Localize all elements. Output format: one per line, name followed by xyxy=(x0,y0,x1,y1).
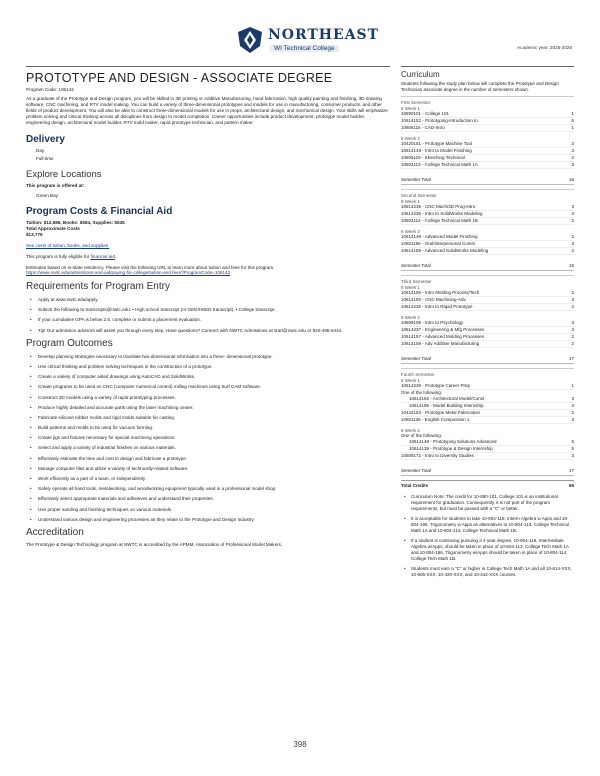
course-name: 10801136 - English Composition 1 xyxy=(401,417,470,423)
course-name: 10614162 - Architectural Model/Const xyxy=(409,396,485,402)
course-credits: 3 xyxy=(571,141,574,147)
course-credits: 3 xyxy=(571,241,574,247)
financial-aid-line xyxy=(26,254,390,259)
aid-suffix: . xyxy=(114,254,117,259)
course-credits: 3 xyxy=(571,297,574,303)
outcomes-heading: Program Outcomes xyxy=(26,337,113,349)
course-credits: 2 xyxy=(571,234,574,240)
course-credits: 3 xyxy=(571,162,574,168)
course-row xyxy=(401,148,574,155)
list-item: • Create jigs and fixtures necessary for special machining operations. xyxy=(26,435,390,441)
course-name: 10606116 - CAD-Intro xyxy=(401,125,445,131)
course-row xyxy=(401,125,574,132)
course-credits: 2 xyxy=(571,155,574,161)
semester-total-label: Semester Total xyxy=(401,468,431,474)
course-row xyxy=(401,290,574,297)
list-item: • Apply at www.nwtc.edu/apply. xyxy=(26,297,390,303)
course-name: 10606119 - Sketching-Technical xyxy=(401,155,465,161)
course-row xyxy=(401,341,574,348)
list-item: • Tip! Our admission advisors will assist you through every step. Have questions? Connect with NWTC Admissions at start@nwtc.edu or 920-498-5444. xyxy=(26,328,390,334)
total-credits-label: Total Credits xyxy=(401,483,429,489)
list-item: • Manage computer files and utilize a variety of technically-related software. xyxy=(26,466,390,472)
semester-block xyxy=(401,189,574,271)
list-item: • Build patterns and molds to be used for vacuum forming. xyxy=(26,425,390,431)
course-name: 10420151 - Prototype Machine Tool xyxy=(401,141,472,147)
course-name: 10804114 - College Technical Math 1B xyxy=(401,218,478,224)
course-credits: 2 xyxy=(571,248,574,254)
list-item: • It is acceptable for students to take 10-804-118, Interm Algebra w Apps and 10-804-196, Trigonometry w Apps as alternatives to 10-804-113, College Technical Math 1A and 10-804-114, College Technical Math 1B. xyxy=(401,516,574,534)
week-label: 8 Week 1 xyxy=(401,199,420,205)
course-row xyxy=(401,334,574,341)
semester-total-label: Semester Total xyxy=(401,263,431,269)
semester-total-row xyxy=(401,356,574,364)
course-row xyxy=(401,211,574,218)
choice-note: One of the following: xyxy=(401,390,443,396)
shield-logo-icon xyxy=(236,26,264,54)
course-credits: 3 xyxy=(571,417,574,423)
list-item: • Submit the following to transcripts@nwtc.edu: • High school transcript (or GED/HSED transcript). • College transcript. xyxy=(26,307,390,313)
offered-at-label: This program is offered at: xyxy=(26,183,85,188)
list-item: • Produce highly detailed and accurate parts using the laser machining center. xyxy=(26,405,390,411)
course-row xyxy=(401,162,574,169)
week-label: 8 Week 2 xyxy=(401,428,420,434)
list-item: • Use proper sanding and finishing techniques on various materials. xyxy=(26,507,390,513)
requirements-list xyxy=(26,297,390,334)
course-row xyxy=(401,118,574,125)
list-item: • Develop planning strategies necessary to translate two-dimensional information into a three- dimensional prototype. xyxy=(26,354,390,360)
course-name: 10614149 - Advanced Model Finishing xyxy=(401,234,478,240)
course-row xyxy=(401,304,574,311)
course-name: 10614155 - Advanced SolidWorks Modeling xyxy=(401,248,489,254)
course-credits: 5 xyxy=(571,446,574,452)
total-cost-label: Total Approximate Costs xyxy=(26,226,80,231)
course-name: 10804113 - College Technical Math 1A xyxy=(401,162,478,168)
tuition-url-link[interactable]: https://www.nwtc.edu/admissions-and-aid/paying-for-college/tuition-and-fees?ProgramCode=106142 xyxy=(26,270,231,275)
course-credits: 5 xyxy=(571,118,574,124)
campus-name: Green Bay xyxy=(36,193,58,198)
semester-title: First Semester xyxy=(401,100,431,106)
list-item: • Effectively select appropriate materials and adhesives and understand their properties. xyxy=(26,496,390,502)
choice-note: One of the following: xyxy=(401,433,443,439)
course-credits: 3 xyxy=(571,396,574,402)
course-name: 10614235 - Intro to Rapid Prototype xyxy=(401,304,473,310)
course-credits: 3 xyxy=(571,403,574,409)
financial-aid-link[interactable]: financial aid xyxy=(90,254,115,259)
semester-total-value: 17 xyxy=(568,356,574,362)
accreditation-heading: Accreditation xyxy=(26,526,84,538)
course-row xyxy=(401,234,574,241)
course-name: 10614148 - Prototyping Solutions Advanced xyxy=(409,439,497,445)
course-row xyxy=(401,155,574,162)
course-name: 10614152 - Prototyping-Introduction to xyxy=(401,118,478,124)
course-name: 10801196 - Oral/Interpersonal Comm xyxy=(401,241,476,247)
delivery-item: Day xyxy=(36,148,45,153)
curriculum-intro: Students following the study plan below will complete the Prototype and Design Technician associate degree in the number of semesters shown. xyxy=(401,81,559,92)
course-name: 10614156 - Intro Molding Process/Tech xyxy=(401,290,480,296)
total-credits-row xyxy=(401,480,574,488)
week-label: 8 Week 1 xyxy=(401,106,420,112)
semester-total-row xyxy=(401,468,574,476)
course-name: 10614150 - CNC Machining-Adv xyxy=(401,297,466,303)
list-item: • Students must earn a "C" or higher in College Tech Math 1A and all 10-614-XXX, 10-606-XXX, 10-420-XXX, and 10-442-XXX courses. xyxy=(401,566,574,578)
curriculum-heading: Curriculum xyxy=(401,66,574,79)
semester-total-row xyxy=(401,177,574,185)
course-name: 10614235 - CNC Mach/3D Prog-Intro xyxy=(401,204,476,210)
course-credits: 2 xyxy=(571,290,574,296)
page-number: 398 xyxy=(293,740,307,749)
academic-year: Academic year: 2025-2026 xyxy=(517,45,572,50)
course-credits: 2 xyxy=(571,341,574,347)
program-code: Program Code: 106142 xyxy=(26,87,74,92)
course-name: 10809198 - Intro to Psychology xyxy=(401,320,464,326)
college-subname: WI Technical College xyxy=(270,45,339,52)
course-name: 10614158 - Adv Additive Manufacturing xyxy=(401,341,480,347)
list-item: • Construct 3D models using a variety of rapid prototyping processes. xyxy=(26,395,390,401)
course-row xyxy=(401,383,574,390)
semester-total-value: 17 xyxy=(568,468,574,474)
course-credits: 2 xyxy=(571,410,574,416)
course-name: 10614239 - Prototype Career Prep xyxy=(401,383,471,389)
costs-heading: Program Costs & Financial Aid xyxy=(26,206,173,217)
semester-title: Third Semester xyxy=(401,279,432,285)
course-row xyxy=(401,297,574,304)
course-name: 10442153 - Prototype Metal Fabrication xyxy=(401,410,481,416)
course-credits: 5 xyxy=(571,439,574,445)
list-item: • Create a variety of computer aided drawings using AutoCAD and SolidWorks. xyxy=(26,374,390,380)
course-credits: 3 xyxy=(571,453,574,459)
course-credits: 3 xyxy=(571,148,574,154)
course-credits: 3 xyxy=(571,327,574,333)
semester-total-row xyxy=(401,263,574,271)
aid-prefix: This program is fully eligible for xyxy=(26,254,90,259)
semester-total-value: 15 xyxy=(568,263,574,269)
course-credits: 2 xyxy=(571,334,574,340)
total-credits-value: 65 xyxy=(568,483,574,489)
course-credits: 2 xyxy=(571,218,574,224)
semester-total-label: Semester Total xyxy=(401,177,431,183)
course-row xyxy=(401,396,574,403)
week-label: 8 Week 2 xyxy=(401,229,420,235)
curriculum-notes xyxy=(401,494,574,578)
list-item: • Effectively estimate the time and cost to design and fabricate a prototype. xyxy=(26,456,390,462)
list-item: • Select and apply a variety of industrial finishes on various materials. xyxy=(26,445,390,451)
list-item: • Use critical thinking and problem solving techniques in the construction of a prototype. xyxy=(26,364,390,370)
list-item: • Work efficiently as a part of a team, or independently. xyxy=(26,476,390,482)
semester-block xyxy=(401,96,574,185)
course-row xyxy=(401,453,574,460)
course-credits: 1 xyxy=(571,125,574,131)
semesters-list xyxy=(401,96,574,476)
course-credits: 3 xyxy=(571,204,574,210)
week-label: 8 Week 2 xyxy=(401,315,420,321)
delivery-heading: Delivery xyxy=(26,134,65,145)
course-name: 10614157 - Advanced Molding Processes xyxy=(401,334,485,340)
total-cost-value: $13,775 xyxy=(26,232,43,237)
semester-total-value: 16 xyxy=(568,177,574,183)
course-row xyxy=(401,439,574,446)
see-costs-link[interactable]: See costs of tuition, books, and supplies. xyxy=(26,243,110,248)
tuition-breakdown: Tuition: $12,686, Books: $554, Supplies: $535 xyxy=(26,220,125,225)
semester-title: Second Semester xyxy=(401,193,437,199)
semester-block xyxy=(401,275,574,364)
course-credits: 3 xyxy=(571,211,574,217)
course-credits: 2 xyxy=(571,304,574,310)
course-name: 10614139 - Prototype & Design Internship xyxy=(409,446,493,452)
course-credits: 1 xyxy=(571,111,574,117)
course-row xyxy=(401,111,574,118)
page-header xyxy=(0,0,600,62)
course-name: 10890101 - College 101 xyxy=(401,111,450,117)
course-row xyxy=(401,204,574,211)
program-description: As a graduate of the Prototype and Design program, you will be skilled in 3D printing or Additive Manufacturing, hand fabrication, high quality painting and finishing, 3D drawing software, CNC machining, and RTV model making. You can build a variety of three-dimensional prototypes and models for use in manufacturing, consumer products, and other fields of product development. You will also be able to construct three-dimensional models for use in props, architectural design, and mechanical design. Your skills will emphasize problem solving and critical thinking across all disciplines from design to model completion. Career opportunities include product development, prototype model builder, engineering design, architectural model builder, RTV mold maker, rapid prototype technician, and pattern maker. xyxy=(26,96,388,125)
list-item: • Understand various design and engineering processes as they relate to the Prototype and Design Industry. xyxy=(26,517,390,523)
course-row xyxy=(401,446,574,453)
week-label: 8 Week 1 xyxy=(401,378,420,384)
page-title: PROTOTYPE AND DESIGN - ASSOCIATE DEGREE xyxy=(26,66,390,85)
list-item: • Curriculum Note: The credit for 10-890-101, College 101 is an institutional requirement for graduation. Consequently, it is not part of the program requirements, but must be passed with a "C" or better. xyxy=(401,494,574,512)
course-row xyxy=(401,141,574,148)
course-name: 10614195 - Model Building Internship xyxy=(409,403,484,409)
course-credits: 1 xyxy=(571,383,574,389)
requirements-heading: Requirements for Program Entry xyxy=(26,281,170,292)
semester-total-label: Semester Total xyxy=(401,356,431,362)
list-item: • Fabricate silicone rubber molds and rigid molds suitable for casting. xyxy=(26,415,390,421)
course-credits: 3 xyxy=(571,320,574,326)
week-label: 8 Week 1 xyxy=(401,285,420,291)
course-row xyxy=(401,248,574,255)
delivery-item: Full-time xyxy=(36,156,54,161)
semester-title: Fourth Semester xyxy=(401,372,435,378)
college-logo[interactable] xyxy=(236,26,380,56)
course-row xyxy=(401,320,574,327)
program-details xyxy=(26,66,390,547)
accreditation-text: The Prototype & Design Technology program at NWTC is accredited by the APMM, Association of Professional Model Makers. xyxy=(26,541,283,547)
course-row xyxy=(401,241,574,248)
week-label: 8 Week 2 xyxy=(401,136,420,142)
college-name: NORTHEAST xyxy=(268,27,380,43)
curriculum-panel xyxy=(401,66,574,582)
semester-block xyxy=(401,368,574,476)
course-name: 10614148 - Intro to Model Finishing xyxy=(401,148,472,154)
course-row xyxy=(401,417,574,424)
list-item: • If your cumulative GPA is below 2.6, complete or submit a placement evaluation. xyxy=(26,317,390,323)
outcomes-list xyxy=(26,354,390,523)
course-name: 10614236 - Intro to SolidWorks Modeling xyxy=(401,211,483,217)
course-row xyxy=(401,327,574,334)
course-name: 10809172 - Intro to Diversity Studies xyxy=(401,453,474,459)
list-item: • Safely operate all hand tools, metalworking, and woodworking equipment typically used in a professional model shop. xyxy=(26,486,390,492)
locations-heading: Explore Locations xyxy=(26,169,102,180)
list-item: • Create programs to be used on CNC (computer numerical control) milling machines using Surf CAM software. xyxy=(26,384,390,390)
course-row xyxy=(401,218,574,225)
list-item: • If a student is continuing pursuing a 4-year degree, 10-804-118, Intermediate Algebra w/Apps, should be taken in place of 10-804-113, College Tech Math 1A and 10-804-196, Trigonometry w/Apps should be taken in place of 10-804-114, College Tech Math 1B. xyxy=(401,538,574,562)
estimates-note: Estimates based on in-state residency. Please visit the following URL to learn more about tuition and fees for this program. xyxy=(26,265,275,270)
course-row xyxy=(401,410,574,417)
course-row xyxy=(401,403,574,410)
course-name: 10614237 - Engineering & Mfg Processes xyxy=(401,327,485,333)
